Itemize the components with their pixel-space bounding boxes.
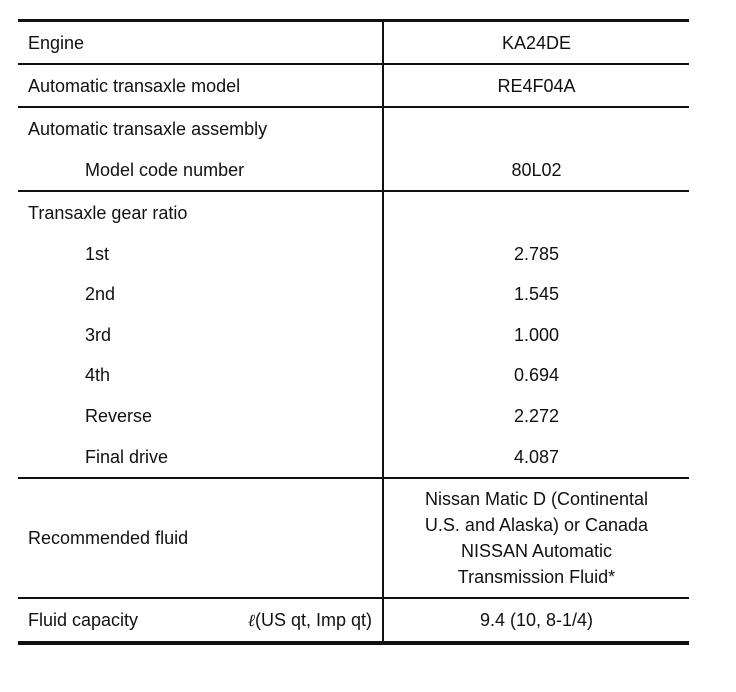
engine-value: KA24DE: [383, 21, 689, 65]
final-drive-label: Final drive: [18, 436, 383, 478]
table-row-gear-4th: [18, 355, 689, 395]
gear-reverse-label: Reverse: [18, 395, 383, 436]
fluid-line: Transmission Fluid*: [457, 567, 616, 587]
gear-4th-value: 0.694: [513, 365, 560, 385]
table-row-gear-ratio-header: [18, 191, 689, 233]
table-row-transaxle-model: [18, 64, 689, 107]
engine-label: Engine: [18, 21, 383, 65]
gear-1st-value: 2.785: [513, 243, 560, 264]
gear-3rd-value: 1.000: [513, 324, 560, 345]
gear-ratio-label: Transaxle gear ratio: [18, 191, 383, 233]
table-row-gear-1st: [18, 233, 689, 274]
table-row-assembly: [18, 107, 689, 149]
gear-2nd-value: 1.545: [513, 284, 560, 304]
table-row-engine: [18, 21, 689, 65]
gear-ratio-value-empty: [383, 191, 689, 233]
table-row-gear-3rd: [18, 314, 689, 355]
table-row-recommended-fluid: [18, 478, 689, 598]
fluid-line: U.S. and Alaska) or Canada: [424, 515, 649, 535]
assembly-value-empty: [383, 107, 689, 149]
liter-symbol: ℓ: [247, 610, 255, 631]
gear-2nd-label: 2nd: [18, 274, 383, 314]
gear-reverse-value: 2.272: [513, 405, 560, 426]
gear-4th-label: 4th: [18, 355, 383, 395]
fluid-line: NISSAN Automatic: [460, 541, 613, 561]
model-code-label: Model code number: [18, 149, 383, 191]
final-drive-value: 4.087: [513, 446, 560, 467]
model-code-value: 80L02: [511, 159, 562, 180]
fluid-capacity-unit-text: (US qt, Imp qt): [254, 609, 372, 630]
fluid-capacity-unit: [248, 608, 372, 633]
recommended-fluid-label: Recommended fluid: [18, 478, 383, 598]
table-row-final-drive: [18, 436, 689, 478]
table-row-gear-2nd: [18, 274, 689, 314]
table-row-fluid-capacity: [18, 598, 689, 643]
gear-1st-label: 1st: [18, 233, 383, 274]
recommended-fluid-value: [383, 478, 689, 598]
fluid-capacity-cell: [18, 598, 383, 643]
gear-3rd-label: 3rd: [18, 314, 383, 355]
specification-table: [18, 19, 689, 645]
assembly-label: Automatic transaxle assembly: [18, 107, 383, 149]
transaxle-model-value: RE4F04A: [383, 64, 689, 107]
fluid-line: Nissan Matic D (Continental: [424, 489, 649, 509]
transaxle-model-label: Automatic transaxle model: [18, 64, 383, 107]
fluid-capacity-label: Fluid capacity: [28, 609, 139, 630]
fluid-capacity-value: 9.4 (10, 8-1/4): [383, 598, 689, 643]
table-row-model-code: [18, 149, 689, 191]
table-row-gear-reverse: [18, 395, 689, 436]
